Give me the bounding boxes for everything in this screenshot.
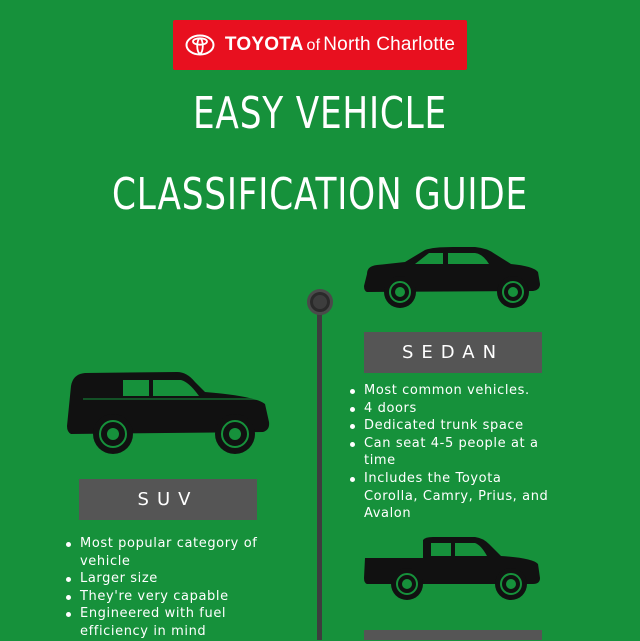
list-item: They're very capable: [64, 588, 269, 606]
logo-connector: of: [306, 37, 321, 54]
truck-label: [364, 630, 542, 640]
sedan-label: SEDAN: [364, 332, 542, 373]
pickup-truck-icon: [363, 536, 541, 602]
timeline-dot: [307, 289, 333, 315]
list-item: Can seat 4-5 people at a time: [348, 435, 553, 470]
list-item: Engineered with fuel efficiency in mind: [64, 605, 269, 640]
list-item: 4 doors: [348, 400, 553, 418]
list-item: Most popular category of vehicle: [64, 535, 269, 570]
list-item: Dedicated trunk space: [348, 417, 553, 435]
list-item: Includes the Toyota Corolla, Camry, Prius, and Avalon: [348, 470, 553, 523]
toyota-emblem-icon: [185, 34, 215, 56]
logo-brand: TOYOTA: [224, 34, 304, 55]
list-item: Most common vehicles.: [348, 382, 553, 400]
dealer-logo: [173, 20, 467, 70]
page-title-line-1: EASY VEHICLE: [192, 88, 448, 139]
logo-location: North Charlotte: [323, 34, 456, 55]
timeline-line: [317, 300, 322, 640]
list-item: Larger size: [64, 570, 269, 588]
suv-label: SUV: [79, 479, 257, 520]
logo-text: [225, 34, 455, 56]
suv-car-icon: [65, 370, 271, 456]
page-title-line-2: CLASSIFICATION GUIDE: [112, 169, 528, 220]
sedan-car-icon: [363, 246, 541, 310]
suv-feature-list: [64, 535, 269, 641]
sedan-feature-list: [348, 382, 553, 523]
